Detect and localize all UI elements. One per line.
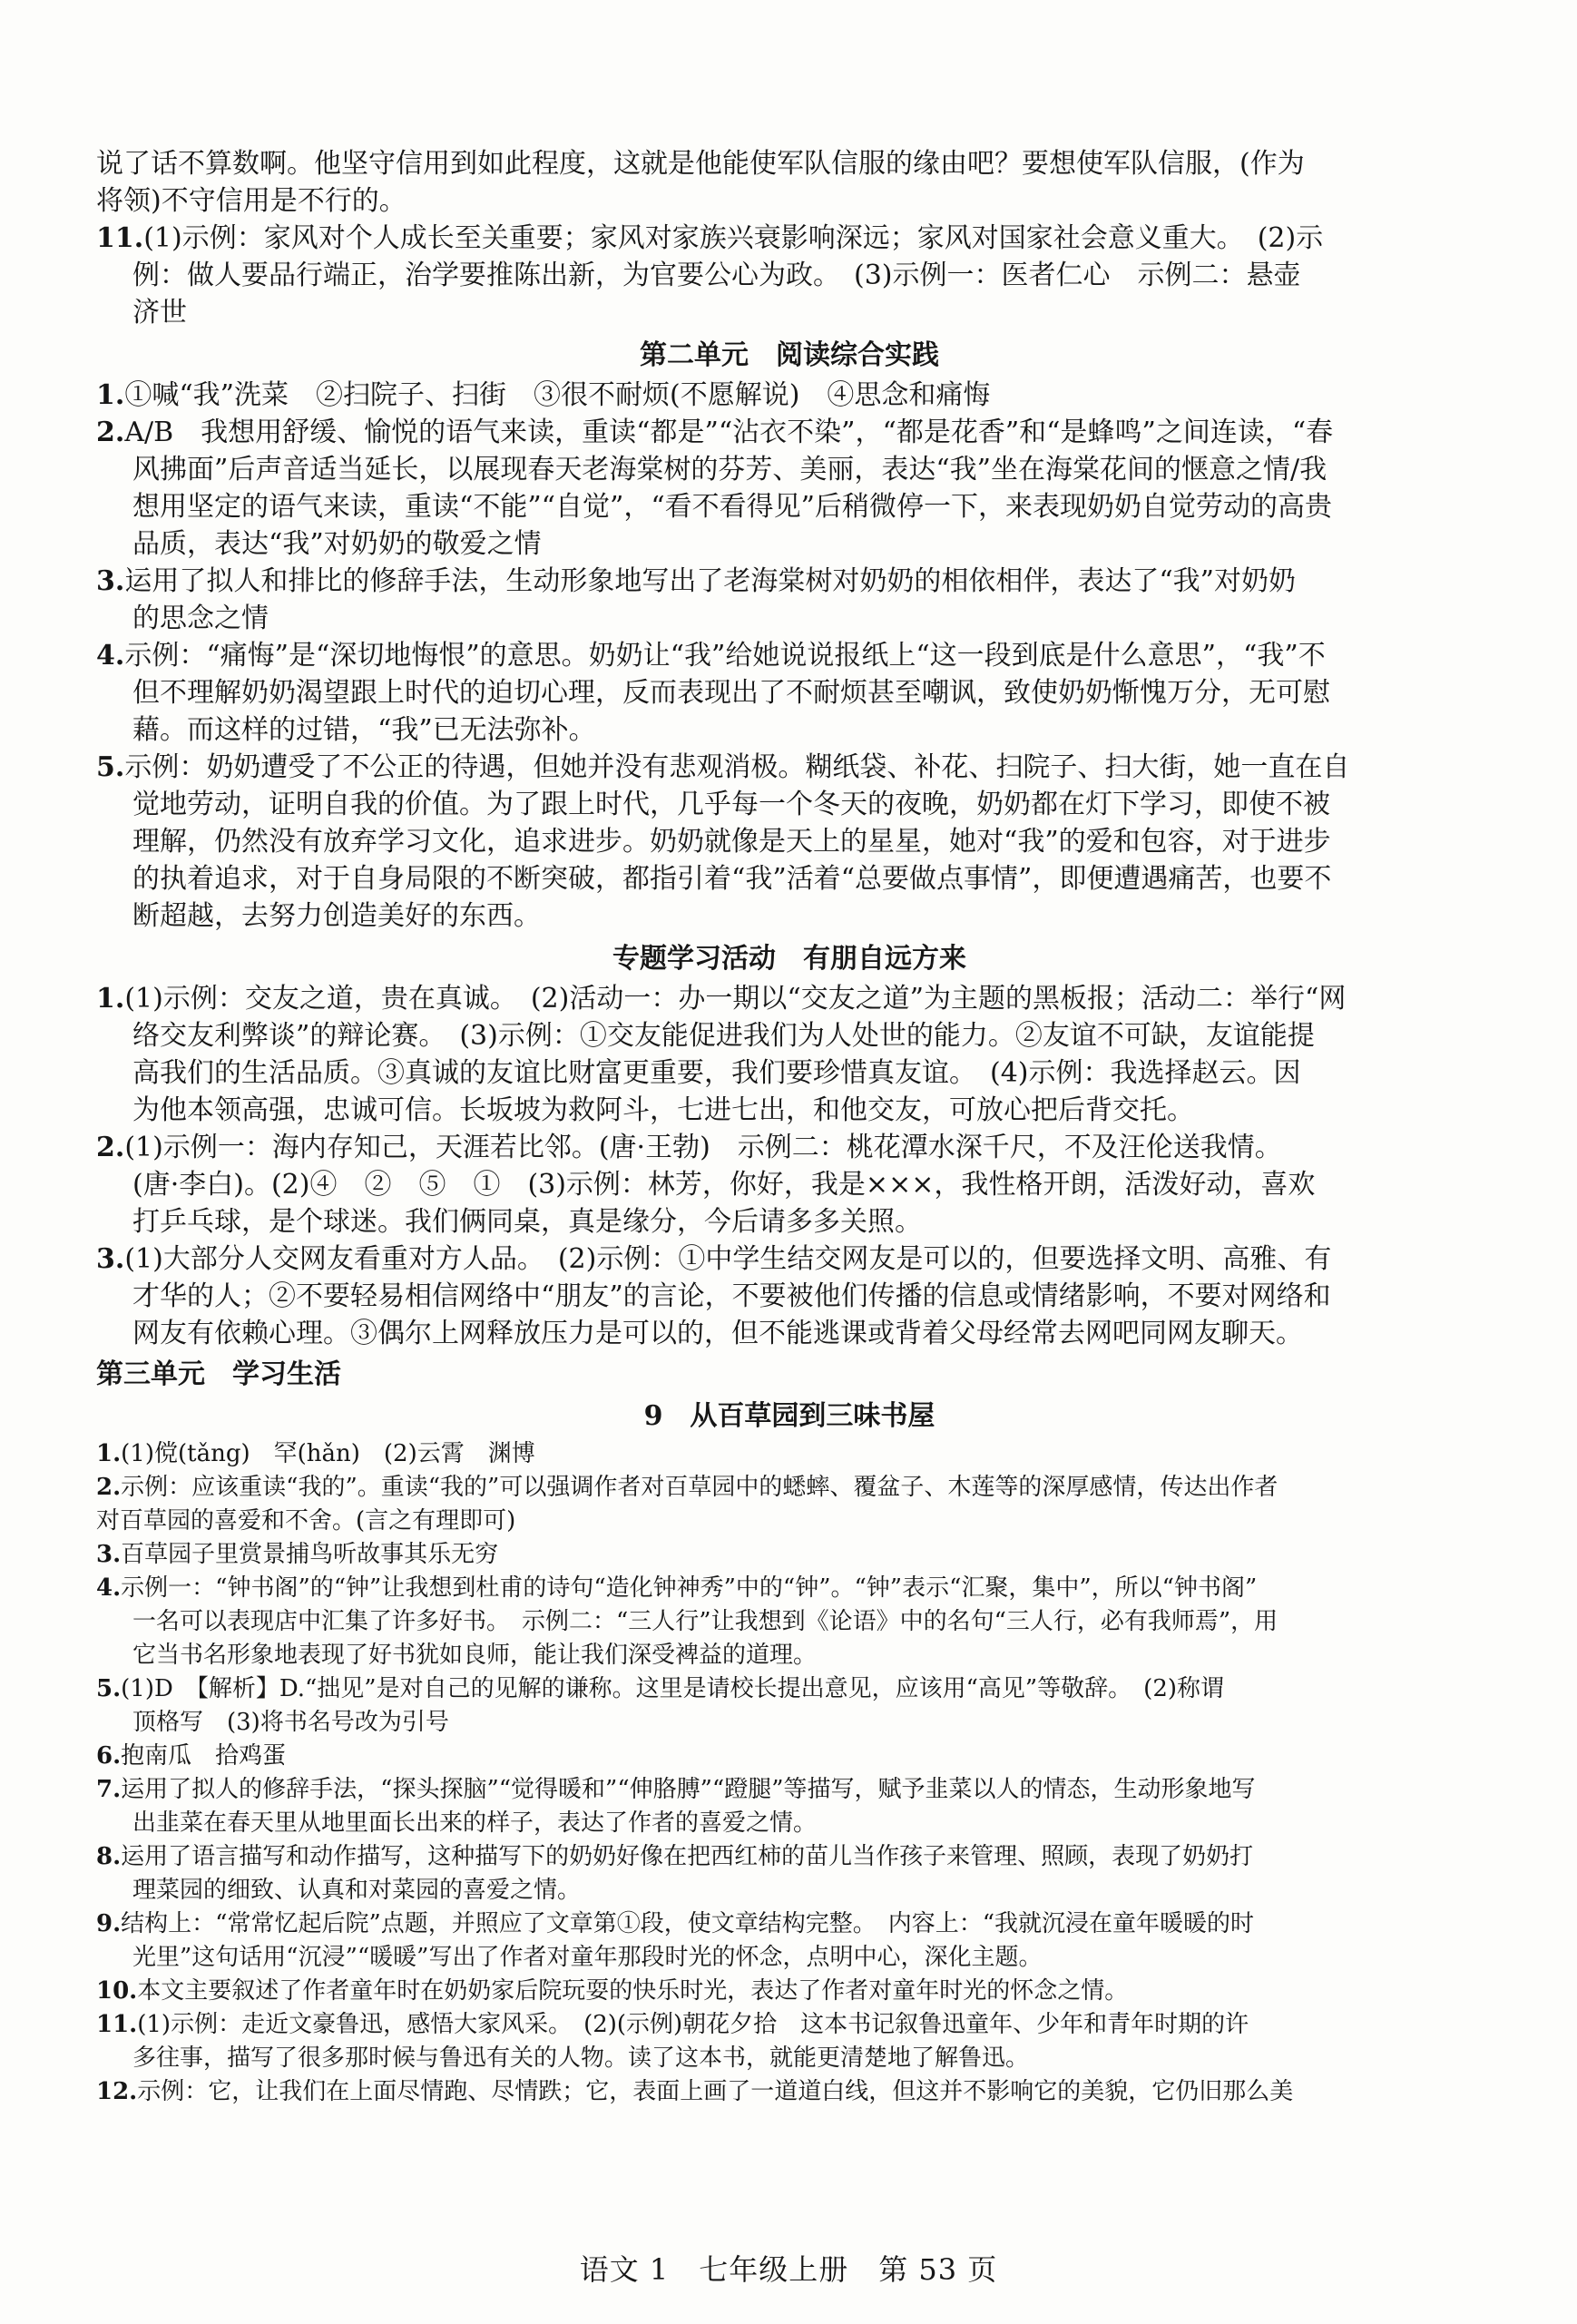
answer-line — [96, 1129, 1483, 1166]
question-number: 1. — [96, 983, 125, 1015]
answer-text: 想用坚定的语气来读，重读“不能”“自觉”，“看不看得见”后稍微停一下，来表现奶奶自觉劳动的高贵 — [132, 491, 1333, 523]
answer-text: 觉地劳动，证明自我的价值。为了跟上时代，几乎每一个冬天的夜晚，奶奶都在灯下学习，即使不被 — [132, 789, 1330, 820]
answer-text: 示例：应该重读“我的”。重读“我的”可以强调作者对百草园中的蟋蟀、覆盆子、木莲等的深厚感情，传达出作者 — [121, 1474, 1278, 1501]
question-number: 3. — [96, 565, 125, 597]
answer-line — [96, 1975, 1483, 2008]
answer-line — [96, 1639, 1483, 1672]
answer-line — [96, 600, 1483, 637]
answer-text: (1)D 【解析】D.“拙见”是对自己的见解的谦称。这里是请校长提出意见，应该用“高见”等敬辞。 (2)称谓 — [121, 1675, 1225, 1702]
unit2-answers — [96, 377, 1483, 935]
answer-text: 运用了语言描写和动作描写，这种描写下的奶奶好像在把西红柿的苗儿当作孩子来管理、照顾，表现了奶奶打 — [121, 1843, 1254, 1870]
answer-text: 示例：它，让我们在上面尽情跑、尽情跌；它，表面上画了一道道白线，但这并不影响它的美貌，它仍旧那么美 — [137, 2078, 1294, 2105]
answer-text: 运用了拟人的修辞手法，“探头探脑”“觉得暖和”“伸胳膊”“蹬腿”等描写，赋予韭菜以人的情态，生动形象地写 — [121, 1776, 1256, 1803]
question-number: 3. — [96, 1243, 125, 1275]
answer-text: 高我们的生活品质。③真诚的友谊比财富更重要，我们要珍惜真友谊。 (4)示例：我选择赵云。因 — [132, 1057, 1301, 1089]
answer-line — [96, 1505, 1483, 1538]
answer-text: 风拂面”后声音适当延长，以展现春天老海棠树的芬芳、美丽，表达“我”坐在海棠花间的惬意之情/我 — [132, 454, 1327, 485]
question-number: 2. — [96, 417, 125, 448]
answer-text: 本文主要叙述了作者童年时在奶奶家后院玩耍的快乐时光，表达了作者对童年时光的怀念之情。 — [137, 1977, 1129, 2005]
answer-line — [96, 2075, 1483, 2109]
question-number: 12. — [96, 2078, 138, 2105]
answer-text: 藉。而这样的过错，“我”已无法弥补。 — [132, 714, 596, 746]
answer-line — [96, 1874, 1483, 1907]
answer-line — [96, 294, 1483, 331]
answer-text: 的思念之情 — [132, 603, 269, 634]
answer-line — [96, 563, 1483, 600]
answer-line — [96, 488, 1483, 525]
answer-text: 结构上：“常常忆起后院”点题，并照应了文章第①段，使文章结构完整。 内容上：“我就沉浸在童年暖暖的时 — [121, 1910, 1255, 1937]
question-number: 1. — [96, 1440, 122, 1467]
answer-text: 络交友利弊谈”的辩论赛。 (3)示例：①交友能促进我们为人处世的能力。②友谊不可缺，友谊能提 — [132, 1020, 1315, 1052]
answer-line — [96, 980, 1483, 1017]
question-number: 1. — [96, 379, 125, 411]
unit3-answers — [96, 1437, 1483, 2109]
answer-text: (1)示例：家风对个人成长至关重要；家风对家族兴衰影响深远；家风对国家社会意义重大。 (2)示 — [143, 222, 1324, 254]
answer-text: 断超越，去努力创造美好的东西。 — [132, 900, 541, 932]
question-number: 11. — [96, 2011, 138, 2038]
answer-line — [96, 1605, 1483, 1639]
answer-text: 示例：奶奶遭受了不公正的待遇，但她并没有悲观消极。糊纸袋、补花、扫院子、扫大街，她一直在自 — [124, 751, 1350, 783]
answer-line — [96, 1278, 1483, 1315]
answer-line — [96, 1941, 1483, 1975]
answer-text: 济世 — [132, 297, 187, 328]
answer-line — [96, 1054, 1483, 1092]
question-number: 4. — [96, 1574, 122, 1602]
answer-text: 对百草园的喜爱和不舍。(言之有理即可) — [96, 1507, 516, 1535]
answer-line — [96, 451, 1483, 488]
answer-text: ①喊“我”洗菜 ②扫院子、扫街 ③很不耐烦(不愿解说) ④思念和痛悔 — [124, 379, 991, 411]
answer-text: 网友有依赖心理。③偶尔上网释放压力是可以的，但不能逃课或背着父母经常去网吧同网友聊天。 — [132, 1318, 1303, 1349]
answer-line — [96, 145, 1483, 182]
answer-text: 品质，表达“我”对奶奶的敬爱之情 — [132, 528, 542, 560]
special-activity-answers — [96, 980, 1483, 1352]
answer-text: 为他本领高强，忠诚可信。长坂坡为救阿斗，七进七出，和他交友，可放心把后背交托。 — [132, 1094, 1194, 1126]
answer-text: 理解，仍然没有放弃学习文化，追求进步。奶奶就像是天上的星星，她对“我”的爱和包容，对于进步 — [132, 826, 1331, 858]
question-number: 3. — [96, 1541, 122, 1568]
answer-text: 一名可以表现店中汇集了许多好书。 示例二：“三人行”让我想到《论语》中的名句“三人行，必有我师焉”，用 — [132, 1608, 1278, 1635]
unit3-title: 第三单元 学习生活 — [96, 1358, 341, 1390]
answer-line — [96, 1572, 1483, 1605]
answer-text: 示例：“痛悔”是“深切地悔恨”的意思。奶奶让“我”给她说说报纸上“这一段到底是什么意思”，“我”不 — [124, 640, 1326, 672]
answer-text: 多往事，描写了很多那时候与鲁迅有关的人物。读了这本书，就能更清楚地了解鲁迅。 — [132, 2045, 1030, 2072]
answer-text: 打乒乓球，是个球迷。我们俩同桌，真是缘分，今后请多多关照。 — [132, 1206, 922, 1238]
answer-line — [96, 1907, 1483, 1941]
answer-text: 百草园子里赏景捕鸟听故事其乐无穷 — [121, 1541, 499, 1568]
answer-text: (1)示例：走近文豪鲁迅，感悟大家风采。 (2)(示例)朝花夕拾 这本书记叙鲁迅童年、少年和青年时期的许 — [137, 2011, 1249, 2038]
question-number: 2. — [96, 1474, 122, 1501]
page-footer: 语文 1 七年级上册 第 53 页 — [579, 2252, 998, 2287]
answer-line — [96, 749, 1483, 786]
answer-line — [96, 1240, 1483, 1278]
lesson-title: 9 从百草园到三味书屋 — [643, 1400, 935, 1432]
answer-line — [96, 897, 1483, 935]
answer-line — [96, 1092, 1483, 1129]
answer-line — [96, 1773, 1483, 1807]
question-number: 2. — [96, 1132, 125, 1163]
answer-line — [96, 182, 1483, 220]
answer-text: 运用了拟人和排比的修辞手法，生动形象地写出了老海棠树对奶奶的相依相伴，表达了“我”对奶奶 — [124, 565, 1297, 597]
answer-line — [96, 786, 1483, 823]
answer-line — [96, 711, 1483, 749]
answer-line — [96, 220, 1483, 257]
answer-text: 它当书名形象地表现了好书犹如良师，能让我们深受裨益的道理。 — [132, 1642, 818, 1669]
answer-line — [96, 1315, 1483, 1352]
answer-text: (1)示例一：海内存知己，天涯若比邻。(唐·王勃) 示例二：桃花潭水深千尺，不及汪伦送我情。 — [124, 1132, 1282, 1163]
question-number: 11. — [96, 222, 144, 254]
answer-line — [96, 1437, 1483, 1471]
answer-text: (1)大部分人交网友看重对方人品。 (2)示例：①中学生结交网友是可以的，但要选择文明、高雅、有 — [124, 1243, 1332, 1275]
continued-answers — [96, 145, 1483, 331]
answer-line — [96, 823, 1483, 860]
answer-line — [96, 377, 1483, 414]
answer-text: 示例一：“钟书阁”的“钟”让我想到杜甫的诗句“造化钟神秀”中的“钟”。“钟”表示“汇聚，集中”，所以“钟书阁” — [121, 1574, 1258, 1602]
answer-line — [96, 1017, 1483, 1054]
answer-text: 光里”这句话用“沉浸”“暖暖”写出了作者对童年那段时光的怀念，点明中心，深化主题。 — [132, 1944, 1043, 1971]
answer-line — [96, 1538, 1483, 1572]
question-number: 5. — [96, 1675, 122, 1702]
answer-text: A/B 我想用舒缓、愉悦的语气来读，重读“都是”“沾衣不染”，“都是花香”和“是蜂鸣”之间连读，“春 — [124, 417, 1334, 448]
answer-line — [96, 414, 1483, 451]
answer-line — [96, 257, 1483, 294]
answer-text: 例：做人要品行端正，治学要推陈出新，为官要公心为政。 (3)示例一：医者仁心 示例二：悬壶 — [132, 260, 1301, 291]
answer-line — [96, 1840, 1483, 1874]
question-number: 8. — [96, 1843, 122, 1870]
answer-line — [96, 1807, 1483, 1840]
answer-text: 出韭菜在春天里从地里面长出来的样子，表达了作者的喜爱之情。 — [132, 1809, 818, 1837]
answer-text: 才华的人；②不要轻易相信网络中“朋友”的言论，不要被他们传播的信息或情绪影响，不要对网络和 — [132, 1280, 1331, 1312]
question-number: 9. — [96, 1910, 122, 1937]
question-number: 7. — [96, 1776, 122, 1803]
question-number: 5. — [96, 751, 125, 783]
answer-text: 将领)不守信用是不行的。 — [96, 185, 406, 217]
answer-text: (唐·李白)。(2)④ ② ⑤ ① (3)示例：林芳，你好，我是×××，我性格开朗，活泼好动，喜欢 — [132, 1169, 1316, 1201]
answer-text: 说了话不算数啊。他坚守信用到如此程度，这就是他能使军队信服的缘由吧？要想使军队信服，(作为 — [96, 148, 1305, 180]
answer-line — [96, 637, 1483, 674]
answer-text: 的执着追求，对于自身局限的不断突破，都指引着“我”活着“总要做点事情”，即便遭遇痛苦，也要不 — [132, 863, 1332, 895]
answer-line — [96, 525, 1483, 563]
answer-line — [96, 1706, 1483, 1740]
question-number: 6. — [96, 1742, 122, 1770]
question-number: 4. — [96, 640, 125, 672]
answer-text: (1)示例：交友之道，贵在真诚。 (2)活动一：办一期以“交友之道”为主题的黑板报；活动二：举行“网 — [124, 983, 1347, 1015]
answer-line — [96, 674, 1483, 711]
answer-text: 但不理解奶奶渴望跟上时代的迫切心理，反而表现出了不耐烦甚至嘲讽，致使奶奶惭愧万分，无可慰 — [132, 677, 1330, 709]
answer-line — [96, 1672, 1483, 1706]
answer-line — [96, 1740, 1483, 1773]
answer-line — [96, 860, 1483, 897]
answer-text: (1)傥(tǎng) 罕(hǎn) (2)云霄 渊博 — [121, 1440, 535, 1467]
answer-line — [96, 2042, 1483, 2075]
section-title-unit2: 第二单元 阅读综合实践 — [640, 339, 939, 371]
answer-text: 抱南瓜 拾鸡蛋 — [121, 1742, 287, 1770]
answer-line — [96, 2008, 1483, 2042]
section-title-special: 专题学习活动 有朋自远方来 — [612, 943, 966, 975]
answer-line — [96, 1166, 1483, 1203]
answer-line — [96, 1471, 1483, 1505]
answer-text: 顶格写 (3)将书名号改为引号 — [132, 1709, 449, 1736]
answer-text: 理菜园的细致、认真和对菜园的喜爱之情。 — [132, 1877, 582, 1904]
answer-line — [96, 1203, 1483, 1240]
question-number: 10. — [96, 1977, 138, 2005]
